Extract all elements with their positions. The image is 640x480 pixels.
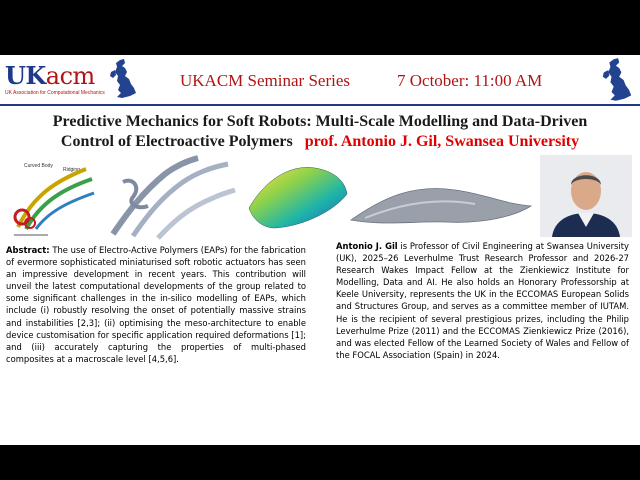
talk-title-line2-row xyxy=(0,132,640,152)
talk-title-line2: Control of Electroactive Polymers xyxy=(60,133,293,150)
logo-subtitle: UK Association for Computational Mechanics xyxy=(5,90,105,96)
robot-diagram-figure xyxy=(8,157,98,239)
logo-acm-text: acm xyxy=(45,62,95,90)
speaker-photo xyxy=(540,155,632,237)
talk-title xyxy=(0,112,640,152)
diagram-label-curved-body: Curved Body xyxy=(24,163,53,169)
abstract-body: The use of Electro-Active Polymers (EAPs) for the fabrication of evermore sophisticated miniaturised soft robotic actuators has seen an impressive development in recent years. This contribution will unveil the latest computational developments of the group related to some significant challenges in the in-silico modelling of EAPs, which include (i) robustly resolving the onset of potentially massive strains and instabilities [2,3]; (ii) optimising the meso-architecture to enable device customisation for specific application required deformations [1]; and (iii) accurately capturing the properties of multi-phased composites at a macroscale level [4,5,6]. xyxy=(6,245,306,364)
abstract-label: Abstract: xyxy=(6,245,50,255)
uk-map-icon-right xyxy=(600,57,634,103)
abstract-text xyxy=(6,244,306,365)
bio-name: Antonio J. Gil xyxy=(336,241,398,251)
seminar-series-title: UKACM Seminar Series xyxy=(180,71,350,90)
header-divider xyxy=(0,104,640,106)
deformed-membrane-figure xyxy=(245,158,350,234)
bio-body: is Professor of Civil Engineering at Swansea University (UK), 2025–26 Leverhulme Trust Research Professor and 2026-27 Research Wakes Impact Fellow at the Zienkiewicz Institute for Modelling, Data and AI. He also holds an Honorary Professorship at Keele University, represents the UK in the ECCOMAS European Solids and Structures Group, and serves as a committee member of IUTAM. He is the recipient of several prestigious prizes, including the Philip Leverhulme Prize (2011) and the ECCOMAS Zienkiewicz Prize (2016), and was elected Fellow of the Learned Society of Wales and Fellow of the FOCAL Association (Spain) in 2024. xyxy=(336,241,629,360)
diagram-label-ridging: Ridging xyxy=(63,167,80,173)
logo-uk-text: UK xyxy=(5,61,46,90)
ukacm-logo xyxy=(5,61,115,104)
talk-title-line1: Predictive Mechanics for Soft Robots: Multi-Scale Modelling and Data-Driven xyxy=(52,113,588,130)
seminar-datetime: 7 October: 11:00 AM xyxy=(397,71,543,90)
thin-film-figure xyxy=(345,176,535,230)
uk-map-icon xyxy=(108,58,138,100)
speaker-name: prof. Antonio J. Gil, Swansea University xyxy=(304,133,580,150)
spiral-actuator-figure xyxy=(103,152,238,242)
speaker-bio xyxy=(336,240,629,361)
